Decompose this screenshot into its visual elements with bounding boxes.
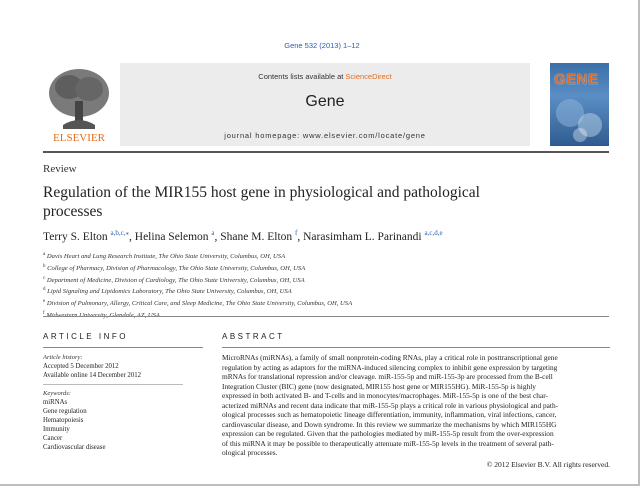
affiliation-divider (43, 316, 609, 317)
journal-cover-thumbnail[interactable] (550, 63, 609, 146)
elsevier-tree-logo[interactable] (43, 63, 116, 146)
abstract-heading: ABSTRACT (222, 332, 285, 341)
sciencedirect-link[interactable]: ScienceDirect (345, 72, 392, 81)
author-list: Terry S. Elton $^{a,b,c,⁎}$, Helina Selemon $^a$, Shane M. Elton $^f$, Narasimham L. Parinandi $^{a,c,d,e}$ (43, 229, 443, 243)
affiliation-list (43, 250, 603, 321)
abstract-line: of this miRNA it may be possible to therapeutically attenuate miR-155-5p levels in the treatment of several path- (222, 438, 554, 448)
cover-title: GENE (554, 71, 599, 88)
abstract-line: ological processes. (222, 448, 278, 458)
author-affiliation-marker: a,b,c,⁎ (110, 229, 130, 237)
author-affiliation-marker: a (211, 229, 215, 237)
abstract-line: expression can be regulated. Given that the pathologies mediated by miR-155-5p result from the over-expression (222, 429, 554, 439)
history-online: Available online 14 December 2012 (43, 372, 142, 379)
author-affiliation-marker: f (295, 229, 298, 237)
info-divider (43, 384, 183, 385)
affiliation: $^a$ Davis Heart and Lung Research Institute, The Ohio State University, Columbus, OH, USA (43, 252, 286, 261)
keyword[interactable]: Hematopoiesis (43, 417, 84, 424)
copyright-notice: © 2012 Elsevier B.V. All rights reserved. (486, 460, 610, 470)
keyword[interactable]: miRNAs (43, 399, 68, 406)
keyword[interactable]: Gene regulation (43, 408, 87, 415)
affiliation: $^e$ Division of Pulmonary, Allergy, Critical Care, and Sleep Medicine, The Ohio State University, Columbus, OH, USA (43, 299, 353, 308)
article-info-section (43, 332, 203, 452)
article-title: Regulation of the MIR155 host gene in physiological and pathological processes (43, 184, 480, 220)
author[interactable]: Terry S. Elton $^{a,b,c,⁎}$ (43, 229, 130, 243)
keywords-label: Keywords: (43, 390, 71, 397)
affiliation: $^d$ Lipid Signaling and Lipidomics Laboratory, The Ohio State University, Columbus, OH, USA (43, 287, 292, 296)
keyword[interactable]: Cardiovascular disease (43, 444, 106, 451)
history-label: Article history: (43, 354, 83, 361)
affiliation: $^b$ College of Pharmacy, Division of Pharmacology, The Ohio State University, Columbus, OH, USA (43, 263, 306, 272)
author-affiliation-marker: a,c,d,e (424, 229, 443, 237)
author[interactable]: Shane M. Elton $^f$ (220, 229, 298, 243)
article-info-heading: ARTICLE INFO (43, 332, 128, 341)
elsevier-wordmark: ELSEVIER (53, 132, 105, 144)
abstract-line: cardiovascular disease, and Down syndrome. In this review we summarize the mechanisms by which MIR155HG (222, 419, 557, 429)
affiliation: f (43, 310, 45, 316)
affiliation: $^c$ Department of Medicine, Division of Cardiology, The Ohio State University, Columbus, OH, USA (43, 275, 305, 284)
article-type-label: Review (43, 163, 77, 175)
journal-info-box (120, 63, 530, 146)
journal-header (43, 63, 609, 146)
keyword[interactable]: Cancer (43, 435, 63, 442)
abstract-line: expressed in both activated B- and T-cells and in monocytes/macrophages. MiR-155-5p is one of the best char- (222, 391, 548, 401)
journal-title: Gene (305, 93, 345, 110)
journal-homepage-link[interactable]: journal homepage: www.elsevier.com/locate/gene (224, 131, 426, 140)
section-rule (43, 347, 203, 348)
cover-pattern (550, 63, 609, 146)
abstract-body (222, 353, 610, 458)
abstract-section (222, 332, 610, 469)
abstract-line: ological processes such as hematopoietic lineage differentiation, immunity, inflammation, viral infections, cancer, (222, 410, 557, 420)
abstract-line: acterized miRNAs and recent data indicate that miR-155-5p plays a critical role in various physiological and path- (222, 400, 559, 410)
contents-available (120, 72, 530, 81)
header-divider (43, 151, 609, 153)
history-accepted: Accepted 5 December 2012 (43, 363, 119, 370)
keyword[interactable]: Immunity (43, 426, 70, 433)
author[interactable]: Helina Selemon $^a$ (134, 229, 215, 243)
section-rule (222, 347, 610, 348)
citation-link[interactable]: Gene 532 (2013) 1–12 (284, 41, 360, 50)
abstract-line: MicroRNAs (miRNAs), a family of small nonprotein-coding RNAs, play a critical role in posttranscriptional gene (222, 353, 558, 362)
abstract-line: regulation by acting as adaptors for the miRNA-induced silencing complex to inhibit gene expression by targeting (222, 362, 558, 372)
abstract-line: mRNAs for translational repression and/or cleavage. miR-155-5p and miR-155-3p are processed from the B-cell (222, 372, 553, 382)
contents-prefix: Contents lists available at (258, 72, 346, 81)
author[interactable]: Narasimham L. Parinandi $^{a,c,d,e}$ (303, 229, 443, 243)
abstract-line: Integration Cluster (BIC) gene (now designated, MIR155 host gene or MIR155HG). MiR-155-5p is highly (222, 381, 536, 391)
